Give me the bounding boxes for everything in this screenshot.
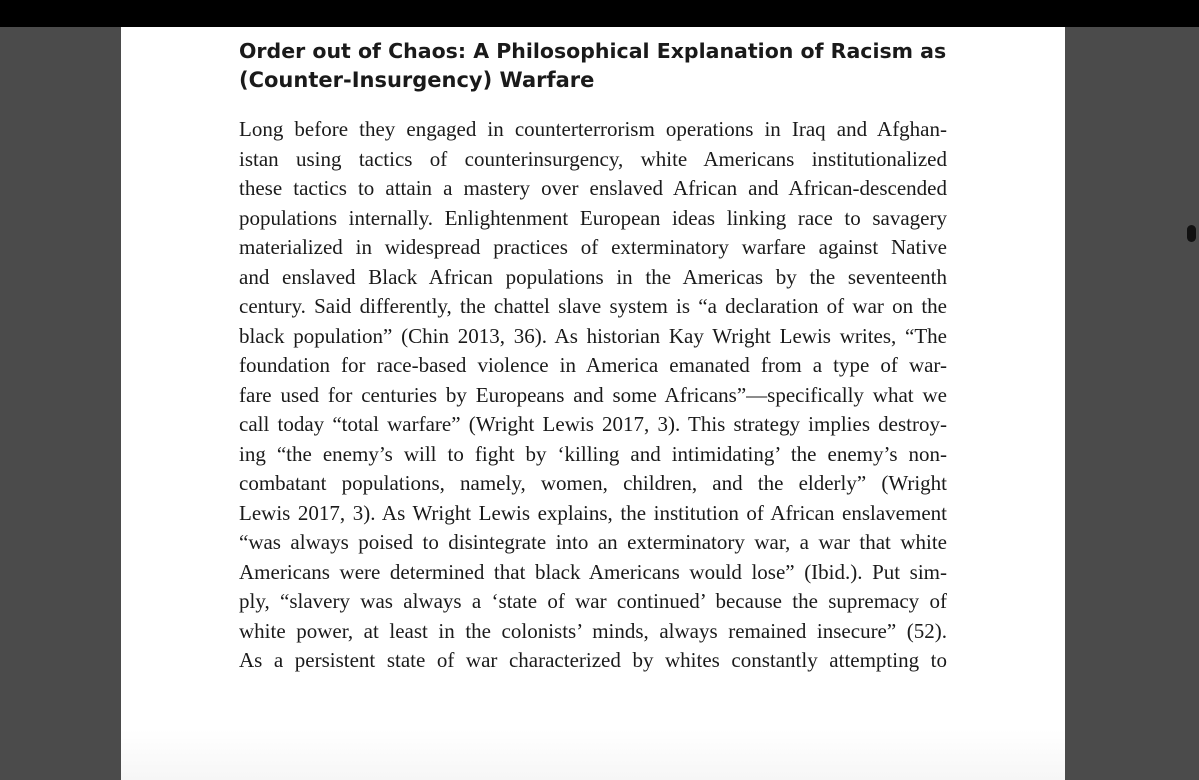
text-line: As a persistent state of war characterized by whites constantly attempting to xyxy=(239,648,947,672)
page-content xyxy=(239,37,947,676)
section-title xyxy=(239,37,947,95)
top-bar xyxy=(0,0,1199,27)
text-line: foundation for race-based violence in America emanated from a type of war- xyxy=(239,353,947,377)
text-line: white power, at least in the colonists’ minds, always remained insecure” (52). xyxy=(239,618,947,643)
text-line: ing “the enemy’s will to fight by ‘killing and intimidating’ the enemy’s non- xyxy=(239,441,947,466)
text-line: call today “total warfare” (Wright Lewis 2017, 3). This strategy implies destroy- xyxy=(239,412,947,436)
viewer-background-left xyxy=(0,27,121,780)
text-line: and enslaved Black African populations in the Americas by the seventeenth xyxy=(239,264,947,289)
page-bottom-shade xyxy=(121,730,1065,780)
text-line: materialized in widespread practices of exterminatory warfare against Native xyxy=(239,235,947,259)
text-line: istan using tactics of counterinsurgency, white Americans institutionalized xyxy=(239,146,947,171)
text-line: Long before they engaged in counterterrorism operations in Iraq and Afghan- xyxy=(239,117,947,141)
text-line: Americans were determined that black Americans would lose” (Ibid.). Put sim- xyxy=(239,559,947,584)
body-paragraph xyxy=(239,115,947,676)
scrollbar-thumb[interactable] xyxy=(1187,225,1196,242)
text-line: Lewis 2017, 3). As Wright Lewis explains, the institution of African enslavement xyxy=(239,500,947,525)
text-line: “was always poised to disintegrate into an exterminatory war, a war that white xyxy=(239,530,947,554)
text-line: fare used for centuries by Europeans and some Africans”—specifically what we xyxy=(239,382,947,407)
viewer-background-right xyxy=(1065,27,1199,780)
text-line: these tactics to attain a mastery over enslaved African and African-descended xyxy=(239,176,947,200)
document-page xyxy=(121,27,1065,780)
text-line: combatant populations, namely, women, children, and the elderly” (Wright xyxy=(239,471,947,495)
text-line: century. Said differently, the chattel slave system is “a declaration of war on the xyxy=(239,294,947,318)
text-line: populations internally. Enlightenment European ideas linking race to savagery xyxy=(239,205,947,230)
title-line: (Counter-Insurgency) Warfare xyxy=(239,68,595,92)
text-line: black population” (Chin 2013, 36). As historian Kay Wright Lewis writes, “The xyxy=(239,323,947,348)
title-line: Order out of Chaos: A Philosophical Explanation of Racism as xyxy=(239,39,947,63)
text-line: ply, “slavery was always a ‘state of war continued’ because the supremacy of xyxy=(239,589,947,613)
